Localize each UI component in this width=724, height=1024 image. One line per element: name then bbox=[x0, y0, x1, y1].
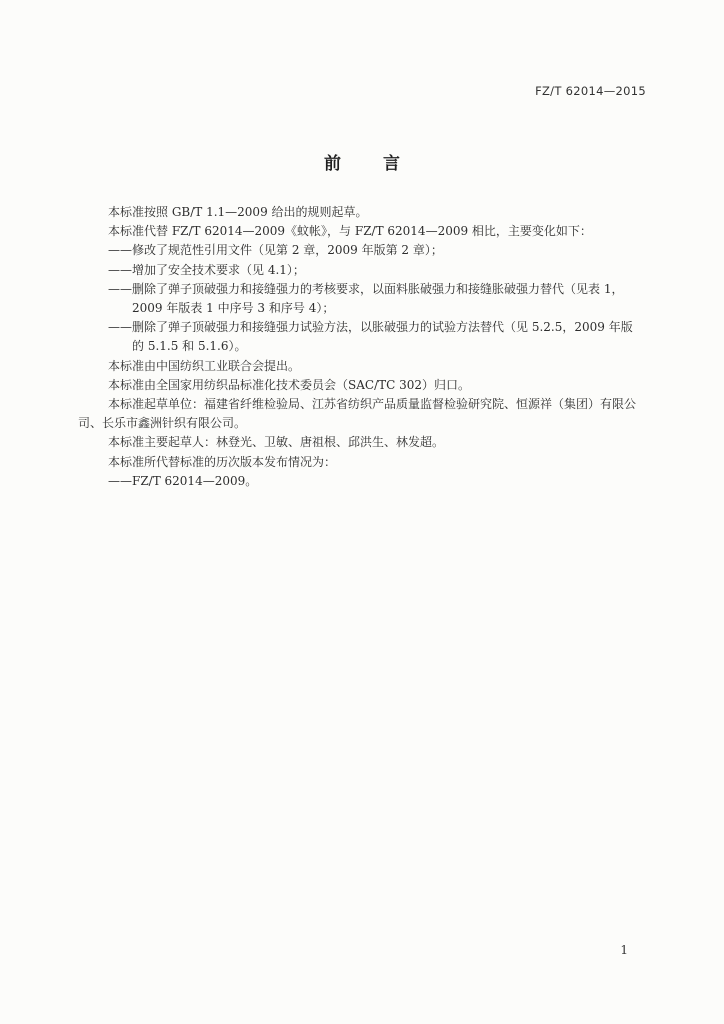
paragraph-replaces: 本标准代替 FZ/T 62014—2009《蚊帐》，与 FZ/T 62014—2009 相比，主要变化如下： bbox=[108, 224, 592, 239]
drafting-units-line-1: 本标准起草单位：福建省纤维检验局、江苏省纺织产品质量监督检验研究院、恒源祥（集团）有限公 bbox=[108, 397, 637, 412]
foreword-body bbox=[78, 203, 644, 491]
change-item-4 bbox=[84, 318, 644, 356]
history-item-1: ——FZ/T 62014—2009。 bbox=[108, 473, 258, 488]
page-title: 前言 bbox=[324, 154, 442, 174]
standard-number: FZ/T 62014—2015 bbox=[535, 84, 646, 98]
paragraph-drafters: 本标准主要起草人：林登光、卫敏、唐祖根、邱洪生、林发超。 bbox=[108, 435, 445, 450]
page-number: 1 bbox=[620, 943, 628, 957]
paragraph-drafting-rules: 本标准按照 GB/T 1.1—2009 给出的规则起草。 bbox=[108, 205, 368, 219]
change-item-2: ——增加了安全技术要求（见 4.1）； bbox=[108, 262, 305, 277]
paragraph-history: 本标准所代替标准的历次版本发布情况为： bbox=[108, 454, 337, 469]
drafting-units-line-2: 司、长乐市鑫洲针织有限公司。 bbox=[78, 416, 247, 431]
change-item-1: ——修改了规范性引用文件（见第 2 章，2009 年版第 2 章）； bbox=[108, 243, 443, 258]
change-item-4-line-2: 的 5.1.5 和 5.1.6）。 bbox=[132, 339, 247, 354]
change-item-3-line-2: 2009 年版表 1 中序号 3 和序号 4）； bbox=[132, 301, 335, 316]
change-item-3 bbox=[84, 280, 644, 318]
change-item-4-line-1: ——删除了弹子顶破强力和接缝强力试验方法，以胀破强力的试验方法替代（见 5.2.5，2009 年版 bbox=[108, 320, 633, 335]
change-item-3-line-1: ——删除了弹子顶破强力和接缝强力的考核要求，以面料胀破强力和接缝胀破强力替代（见表 1， bbox=[108, 281, 624, 296]
paragraph-drafting-units bbox=[78, 395, 644, 433]
paragraph-administered-by: 本标准由全国家用纺织品标准化技术委员会（SAC/TC 302）归口。 bbox=[108, 377, 471, 392]
paragraph-proposed-by: 本标准由中国纺织工业联合会提出。 bbox=[108, 358, 301, 373]
